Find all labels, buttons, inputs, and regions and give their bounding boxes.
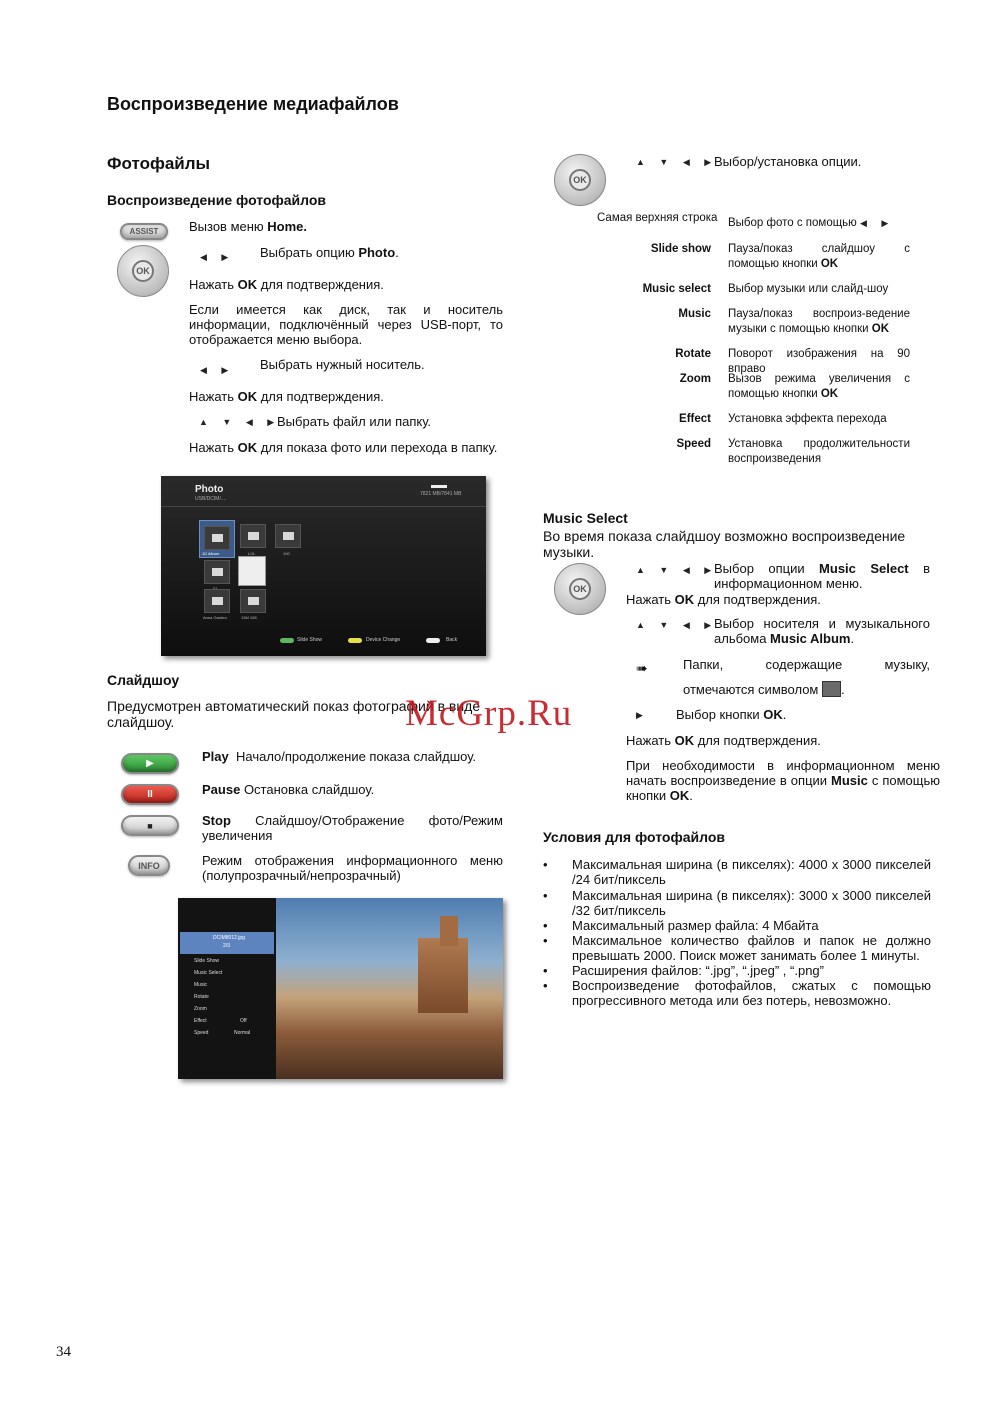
- subsection-heading-playback: Воспроизведение фотофайлов: [107, 192, 327, 208]
- list-item: • Максимальный размер файла: 4 Мбайта: [543, 918, 931, 933]
- stop-button-icon: ■: [121, 815, 179, 836]
- step-confirm-2: Нажать OK для подтверждения.: [189, 389, 384, 404]
- music-confirm: Нажать OK для подтверждения.: [626, 592, 821, 607]
- folder-label: 1D Album: [202, 551, 220, 556]
- note-arrow-icon: ➠: [636, 660, 648, 676]
- music-confirm-2: Нажать OK для подтверждения.: [626, 733, 821, 748]
- info-button-icon: INFO: [128, 855, 170, 876]
- music-final: При необходимости в информационном меню начать воспроизведение в опции Music с помощью кнопки OK.: [626, 758, 940, 803]
- left-right-arrows-icon: ◀ ▶: [860, 218, 895, 228]
- effect-value: Off: [240, 1018, 247, 1024]
- info-menu-item: Slide Show: [194, 958, 220, 964]
- music-note-line-1: Папки, содержащие музыку,: [683, 657, 930, 672]
- step-show-photo: Нажать OK для показа фото или перехода в папку.: [189, 440, 498, 455]
- four-way-arrows-icon: ▲ ▼ ◀ ▶: [636, 565, 718, 575]
- folder-icon: [240, 524, 266, 548]
- step-select-file: Выбрать файл или папку.: [277, 414, 432, 429]
- folder-label: 13M 108: [241, 615, 257, 620]
- pause-button-icon: II: [121, 784, 179, 805]
- page-title: Воспроизведение медиафайлов: [107, 94, 399, 114]
- folder-label: LOL: [248, 551, 256, 556]
- footer-slide-show: Slide Show: [297, 637, 323, 643]
- ok-button-icon: OK: [132, 260, 154, 282]
- section-heading-photo: Фотофайлы: [107, 154, 211, 173]
- top-row-name: Самая верхняя строка: [597, 212, 718, 224]
- list-item: • Максимальное количество файлов и папок не должно превышать 2000. Поиск может занимать более 1 минуты.: [543, 933, 931, 963]
- left-right-arrows-icon: ◀ ▶: [200, 365, 235, 375]
- option-nav-text: Выбор/установка опции.: [714, 154, 862, 169]
- browser-title: Photo: [195, 484, 224, 495]
- four-way-arrows-icon: ▲ ▼ ◀ ▶: [636, 157, 718, 167]
- left-right-arrows-icon: ◀ ▶: [200, 252, 235, 262]
- storage-bar: [431, 485, 447, 488]
- ok-button-icon: OK: [569, 169, 591, 191]
- photo-browser-screenshot: [161, 476, 486, 656]
- four-way-arrows-icon: ▲ ▼ ◀ ▶: [199, 417, 281, 427]
- list-item: • Максимальная ширина (в пикселях): 3000 x 3000 пикселей /32 бит/пиксель: [543, 888, 931, 918]
- stop-description: Stop Слайдшоу/Отображение фото/Режим увеличения: [202, 813, 503, 843]
- info-menu-panel: [178, 898, 276, 1079]
- slideshow-heading: Слайдшоу: [107, 672, 180, 688]
- info-menu-item: Speed: [194, 1030, 209, 1036]
- info-menu-item: Zoom: [194, 1006, 207, 1012]
- info-menu-item: Music: [194, 982, 208, 988]
- tower-shape: [418, 938, 468, 1013]
- folder-icon: [275, 524, 301, 548]
- assist-button-icon: ASSIST: [120, 223, 168, 240]
- play-button-icon: ▶: [121, 753, 179, 774]
- info-menu-item: Effect: [194, 1018, 207, 1024]
- list-item: • Воспроизведение фотофайлов, сжатых с помощью прогрессивного метода или без потерь, невозможно.: [543, 978, 931, 1008]
- browser-path: USB/DCIM/....: [195, 496, 227, 502]
- info-menu-filename: DCIM8012.jpg: [213, 935, 245, 941]
- folder-label: 100: [283, 551, 290, 556]
- folder-icon: [204, 560, 230, 584]
- music-step-1: Выбор опции Music Select в информационном меню.: [714, 561, 930, 591]
- music-note-line-2: отмечаются символом .: [683, 682, 845, 697]
- folder-label: Anna Garden: [203, 615, 227, 620]
- page-number: 34: [56, 1344, 71, 1360]
- step-select-photo: Выбрать опцию Photo.: [260, 245, 399, 260]
- music-select-intro: Во время показа слайдшоу возможно воспроизведение музыки.: [543, 528, 906, 560]
- list-item: • Расширения файлов: “.jpg”, “.jpeg” , “.png”: [543, 963, 931, 978]
- footer-back: Back: [446, 637, 458, 643]
- info-menu-item: Rotate: [194, 994, 209, 1000]
- step-home: Вызов меню Home.: [189, 219, 308, 234]
- play-description: Play Начало/продолжение показа слайдшоу.: [202, 749, 477, 764]
- four-way-arrows-icon: ▲ ▼ ◀ ▶: [636, 620, 718, 630]
- music-step-2: Выбор носителя и музыкального альбома Music Album.: [714, 616, 930, 646]
- folder-icon: [240, 589, 266, 613]
- folder-icon: [204, 526, 230, 550]
- top-row-desc: Выбор фото с помощью ◀ ▶: [728, 217, 895, 229]
- tower-top-shape: [440, 916, 458, 946]
- folder-icon: [204, 589, 230, 613]
- music-select-heading: Music Select: [543, 510, 628, 526]
- dpad-ok-icon: [554, 154, 606, 206]
- music-step-3: Выбор кнопки OK.: [676, 707, 787, 722]
- dpad-ok-icon: [117, 245, 169, 297]
- dpad-ok-icon: [554, 563, 606, 615]
- slideshow-screenshot: [178, 898, 503, 1079]
- footer-device-change: Device Change: [366, 637, 401, 643]
- landscape-photo: [276, 898, 503, 1079]
- list-item: • Максимальная ширина (в пикселях): 4000 x 3000 пикселей /24 бит/пиксель: [543, 857, 931, 887]
- pause-description: Pause Остановка слайдшоу.: [202, 782, 375, 797]
- media-info-text: Если имеется как диск, так и носитель информации, подключённый через USB-порт, то отображается меню выбора.: [189, 302, 503, 347]
- yellow-key-icon: [348, 638, 362, 643]
- right-arrow-icon: ▶: [636, 710, 649, 720]
- photo-thumbnail: [238, 556, 266, 586]
- info-description: Режим отображения информационного меню (полупрозрачный/непрозрачный): [202, 853, 503, 883]
- conditions-heading: Условия для фотофайлов: [543, 829, 725, 845]
- ok-button-icon: OK: [569, 578, 591, 600]
- info-menu-count: 2/3: [223, 943, 230, 949]
- conditions-list: [543, 857, 931, 1008]
- back-key-icon: [426, 638, 440, 643]
- slideshow-intro: Предусмотрен автоматический показ фотографий в виде слайдшоу.: [107, 698, 481, 730]
- storage-text: 7821 MB/7841 MB: [420, 491, 462, 497]
- header-divider: [161, 506, 486, 507]
- music-folder-icon: [822, 681, 841, 697]
- speed-value: Normal: [234, 1030, 251, 1036]
- info-menu-item: Music Select: [194, 970, 223, 976]
- step-confirm-1: Нажать OK для подтверждения.: [189, 277, 384, 292]
- step-select-media: Выбрать нужный носитель.: [260, 357, 425, 372]
- green-key-icon: [280, 638, 294, 643]
- watermark: McGrp.Ru: [405, 693, 573, 734]
